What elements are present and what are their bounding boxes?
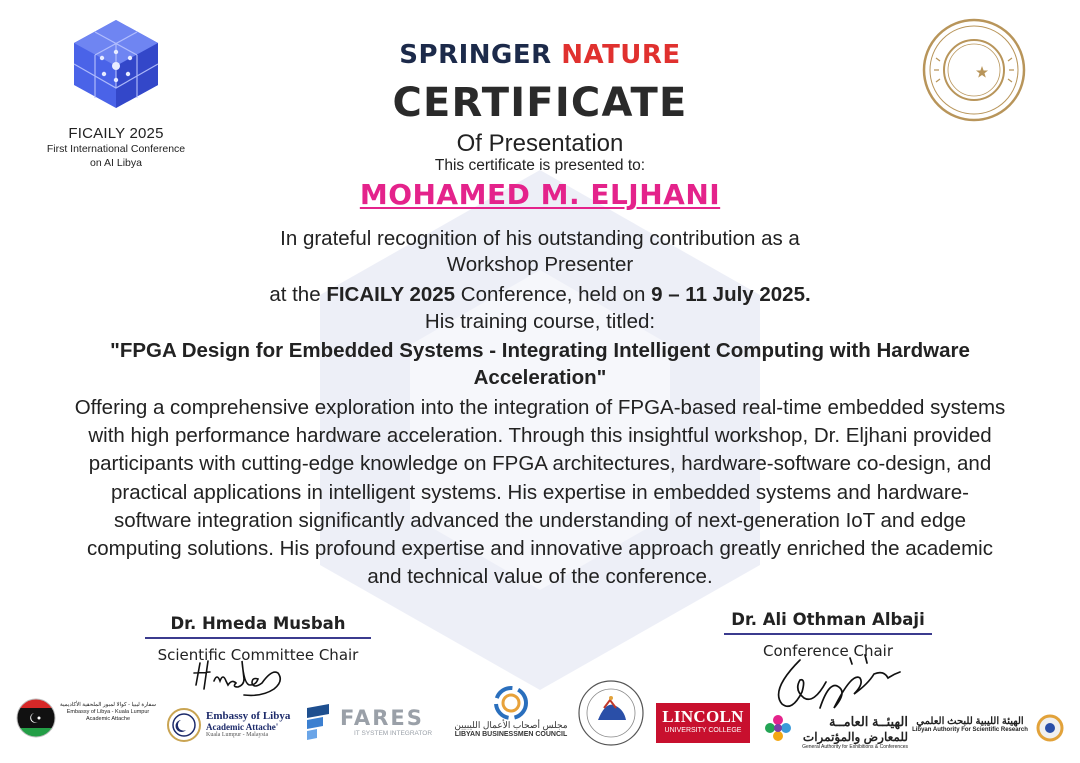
description-line: practical applications in intelligent systems. His expertise in embedded systems and hardware-: [111, 480, 969, 504]
libya-flag-icon: [16, 698, 56, 738]
right-signer-role: Conference Chair: [763, 642, 893, 660]
libya-embassy-small: Embassy of Libya - Kuala Lumpur: [66, 709, 150, 715]
libya-embassy-text: [58, 702, 158, 723]
fares-subtitle: IT SYSTEM INTEGRATOR: [354, 730, 433, 737]
course-title-line1: "FPGA Design for Embedded Systems - Integrating Intelligent Computing with Hardware: [110, 339, 970, 362]
ficaily-subtitle-line2: on AI Libya: [90, 157, 142, 169]
lasr-text: [906, 716, 1034, 733]
lbc-emblem-icon: [492, 684, 530, 722]
fares-name: FARES: [340, 706, 424, 730]
conference-dates: 9 – 11 July 2025.: [651, 283, 811, 306]
lincoln-logo: [656, 703, 750, 743]
course-intro-line: His training course, titled:: [424, 310, 656, 333]
left-signature-line: [145, 637, 371, 639]
lincoln-subtitle: UNIVERSITY COLLEGE: [664, 727, 742, 734]
course-title: [60, 337, 1020, 391]
conference-name: FICAILY 2025: [326, 283, 456, 306]
left-signer-role: Scientific Committee Chair: [157, 646, 359, 664]
description-line: computing solutions. His profound expertise and innovative approach greatly enriched the academic: [87, 537, 993, 561]
gaec-arabic-2: للمعارض والمؤتمرات: [802, 730, 908, 744]
lasr-emblem-icon: [1036, 714, 1064, 742]
ficaily-title: FICAILY 2025: [68, 125, 164, 142]
springer-nature-brand: [0, 40, 1080, 70]
recognition-line: In grateful recognition of his outstanding contribution as a: [280, 227, 800, 250]
conference-line: [20, 282, 1060, 308]
left-signer-name: Dr. Hmeda Musbah: [170, 614, 346, 633]
embassy-location: Kuala Lumpur - Malaysia: [206, 732, 269, 738]
embassy-subtitle: Academic Attache': [206, 722, 279, 732]
presented-to-label: This certificate is presented to:: [434, 157, 646, 174]
brand-springer: SPRINGER: [399, 40, 552, 70]
certificate-title: CERTIFICATE: [392, 80, 688, 126]
conference-line-pre: at the: [269, 283, 327, 306]
description-line: software integration significantly advanced the understanding of next-generation IoT and edge: [113, 508, 967, 532]
association-emblem-icon: [576, 678, 646, 748]
gaec-text: [796, 714, 908, 750]
course-title-line2: Acceleration": [473, 366, 607, 389]
right-signature-line: [724, 633, 932, 635]
description-line: and technical value of the conference.: [367, 565, 713, 589]
gaec-flower-icon: [762, 712, 794, 744]
libya-embassy-small2: Academic Attache: [85, 716, 131, 722]
recipient-name: MOHAMED M. ELJHANI: [359, 178, 721, 211]
embassy-text: [206, 710, 296, 738]
description-line: Offering a comprehensive exploration into the integration of FPGA-based real-time embedded systems: [74, 396, 1006, 419]
conference-line-mid: Conference, held on: [455, 283, 652, 306]
lasr-arabic: الهيئة الليبية للبحث العلمي: [916, 716, 1024, 727]
lincoln-name: LINCOLN: [662, 707, 744, 726]
lbc-english: LIBYAN BUSINESSMEN COUNCIL: [454, 731, 568, 738]
fares-mark-icon: [303, 704, 333, 740]
certificate-subtitle: Of Presentation: [456, 130, 624, 157]
description-line: participants with cutting-edge knowledge on FPGA architectures, hardware-software co-design, and: [88, 452, 992, 476]
right-signer-name: Dr. Ali Othman Albaji: [731, 610, 925, 629]
embassy-seal-icon: [166, 707, 202, 743]
ficaily-subtitle-line1: First International Conference: [46, 143, 186, 155]
sponsor-logos-bar: [0, 690, 1080, 760]
brand-nature: NATURE: [561, 40, 681, 70]
lasr-english: Libyan Authority For Scientific Research: [912, 727, 1028, 733]
role-line: Workshop Presenter: [446, 253, 634, 276]
gaec-arabic-1: الهيئــة العامــة: [829, 714, 908, 729]
description-line: with high performance hardware acceleration. Through this insightful workshop, Dr. Eljhani provided: [88, 424, 992, 448]
libya-embassy-arabic: سفارة ليبيا - كوالا لمبور الملحقية الأكاديمية: [60, 702, 156, 708]
description-paragraph: [20, 394, 1060, 591]
fares-text: [340, 706, 446, 737]
lbc-arabic: مجلس أصحاب الأعمال الليبيين: [454, 720, 568, 730]
gaec-english: General Authority for Exhibitions & Conferences: [802, 744, 908, 750]
embassy-title: Embassy of Libya: [206, 710, 291, 722]
lbc-text: [450, 720, 572, 738]
